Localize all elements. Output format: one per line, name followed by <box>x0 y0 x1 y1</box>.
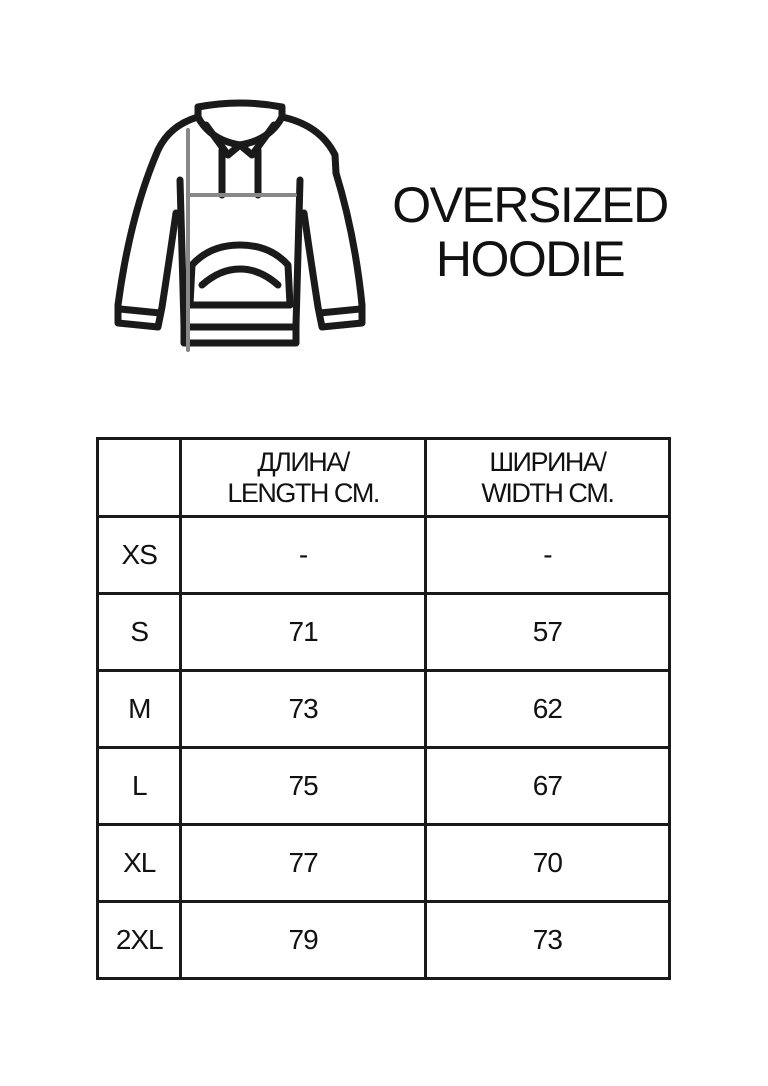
hoodie-measurement-icon <box>110 95 375 360</box>
hood-collar <box>206 125 274 155</box>
right-cuff <box>320 309 360 313</box>
hoodie-illustration <box>110 95 375 360</box>
length-cell: 71 <box>181 594 425 671</box>
title-line-2: HOODIE <box>435 231 625 287</box>
pocket <box>190 245 290 305</box>
header-size <box>98 439 181 517</box>
size-cell: L <box>98 748 181 825</box>
width-cell: 67 <box>425 748 669 825</box>
header-width-line2: WIDTH CM. <box>481 477 614 508</box>
table-row <box>98 671 670 748</box>
table-header-row <box>98 439 670 517</box>
size-cell: XS <box>98 517 181 594</box>
length-cell: 77 <box>181 825 425 902</box>
product-title <box>365 178 695 286</box>
length-cell: - <box>181 517 425 594</box>
header-width <box>425 439 669 517</box>
size-cell: M <box>98 671 181 748</box>
width-cell: 57 <box>425 594 669 671</box>
header-width-line1: ШИРИНА/ <box>489 446 606 477</box>
size-chart-table <box>96 437 671 980</box>
torso-left <box>180 180 184 325</box>
title-line-1: OVERSIZED <box>392 177 668 233</box>
hood-outer-left <box>158 107 198 150</box>
right-sleeve <box>304 173 362 327</box>
width-cell: 70 <box>425 825 669 902</box>
left-cuff <box>120 309 160 313</box>
width-cell: 62 <box>425 671 669 748</box>
width-cell: - <box>425 517 669 594</box>
torso-right <box>296 180 300 325</box>
length-cell: 79 <box>181 902 425 979</box>
size-cell: S <box>98 594 181 671</box>
table-row <box>98 825 670 902</box>
length-cell: 75 <box>181 748 425 825</box>
table-row <box>98 748 670 825</box>
size-cell: 2XL <box>98 902 181 979</box>
pocket-opening <box>202 269 278 285</box>
length-cell: 73 <box>181 671 425 748</box>
size-cell: XL <box>98 825 181 902</box>
header-length-line1: ДЛИНА/ <box>257 446 349 477</box>
header-length-line2: LENGTH CM. <box>227 477 379 508</box>
width-cell: 73 <box>425 902 669 979</box>
table-row <box>98 517 670 594</box>
table-row <box>98 594 670 671</box>
header-length <box>181 439 425 517</box>
table-row <box>98 902 670 979</box>
left-sleeve <box>118 150 176 327</box>
